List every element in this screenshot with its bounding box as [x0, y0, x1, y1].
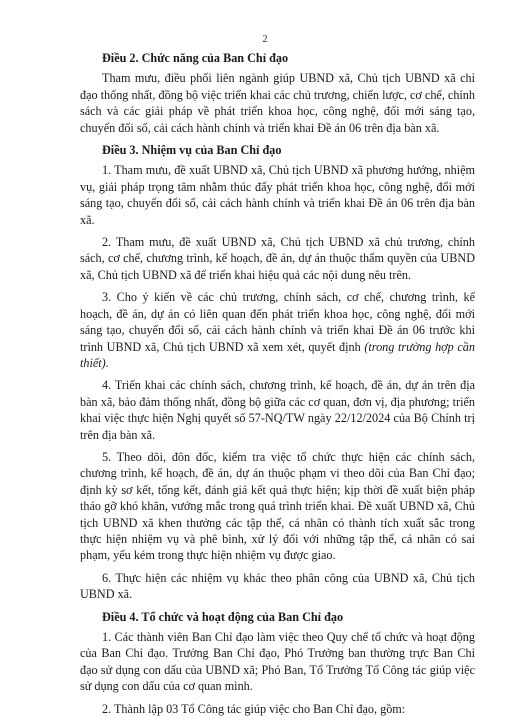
article-heading: Điều 4. Tổ chức và hoạt động của Ban Chỉ đạo: [102, 609, 344, 624]
paragraph: [80, 289, 475, 371]
paragraph-text: 3. Cho ý kiến về các chủ trương, chính sách, cơ chế, chương trình, kế hoạch, đề án, dự án có liên quan đến phát triển khoa học, công nghệ, đổi mới sáng tạo, chuyển đổi số, cải cách hành chính và triển khai Đề án 06 trước khi trình UBND xã, Chủ tịch UBND xã xem xét, quyết định: [80, 290, 475, 354]
article-heading: Điều 3. Nhiệm vụ của Ban Chỉ đạo: [102, 143, 282, 158]
document-body: [80, 50, 475, 723]
paragraph: Tham mưu, điều phối liên ngành giúp UBND xã, Chủ tịch UBND xã chỉ đạo thống nhất, đồng bộ việc triển khai các chủ trương, chiến lược, cơ chế, chính sách và các giải pháp về phát triển khoa học, công nghệ, đổi mới sáng tạo, chuyển đổi số, cải cách hành chính và triển khai Đề án 06 trên địa bàn xã.: [80, 71, 475, 135]
article-heading: Điều 2. Chức năng của Ban Chỉ đạo: [102, 51, 289, 65]
paragraph: 6. Thực hiện các nhiệm vụ khác theo phân công của UBND xã, Chủ tịch UBND xã.: [80, 570, 475, 602]
paragraph: 2. Tham mưu, đề xuất UBND xã, Chủ tịch UBND xã chủ trương, chính sách, cơ chế, chương trình, kế hoạch, đề án, dự án thuộc thẩm quyền của UBND xã, Chủ tịch UBND xã để triển khai hiệu quả các nội dung nêu trên.: [80, 235, 475, 282]
page-number: 2: [262, 34, 268, 45]
article-2: [80, 50, 475, 136]
paragraph: 4. Triển khai các chính sách, chương trình, kế hoạch, đề án, dự án trên địa bàn xã, bảo đảm thống nhất, đồng bộ giữa các cơ quan, đơn vị, địa phương; triển khai việc thực hiện Nghị quyết số 57-NQ/TW ngày 22/12/2024 của Bộ Chính trị trên địa bàn xã.: [80, 378, 475, 442]
paragraph-italic-note: (trong trường hợp cần thiết).: [80, 339, 475, 370]
paragraph: 2. Thành lập 03 Tổ Công tác giúp việc cho Ban Chỉ đạo, gồm:: [102, 701, 406, 716]
article-3: [80, 142, 475, 603]
paragraph: 1. Tham mưu, đề xuất UBND xã, Chủ tịch UBND xã phương hướng, nhiệm vụ, giải pháp trọng tâm nhằm thúc đẩy phát triển khoa học, công nghệ, đổi mới sáng tạo, chuyển đổi số, cải cách hành chính và triển khai Đề án 06 trên địa bàn xã.: [80, 163, 475, 227]
paragraph: 1. Các thành viên Ban Chỉ đạo làm việc theo Quy chế tổ chức và hoạt động của Ban Chỉ đạo. Trưởng Ban Chỉ đạo, Phó Trưởng ban thường trực Ban Chỉ đạo sử dụng con dấu của UBND xã; Phó Ban, Tổ Trưởng Tổ Công tác giúp việc sử dụng con dấu của cơ quan mình.: [80, 630, 475, 694]
article-4: [80, 609, 475, 717]
paragraph: 5. Theo dõi, đôn đốc, kiểm tra việc tổ chức thực hiện các chính sách, chương trình, kế hoạch, đề án, dự án thuộc phạm vi theo dõi của Ban Chỉ đạo; định kỳ sơ kết, tổng kết, đánh giá kết quả thực hiện; kịp thời đề xuất biện pháp tháo gỡ khó khăn, vướng mắc trong quá trình triển khai. Đề xuất UBND xã, Chủ tịch UBND xã khen thưởng các tập thể, cá nhân có thành tích xuất sắc trong thực hiện nhiệm vụ và phê bình, xử lý đối với những tập thể, cá nhân có sai phạm, yếu kém trong thực hiện nhiệm vụ được giao.: [80, 449, 475, 563]
